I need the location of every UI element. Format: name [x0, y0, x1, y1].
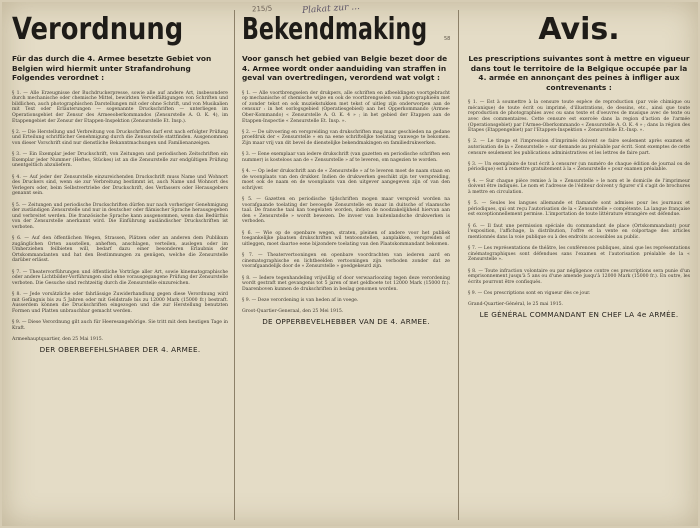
paragraph: § 8. — Toute infraction volontaire ou par négligence contre ces prescriptions sera punie d'un emprisonnement jusqu'à 5 ans ou d'une amende jusqu'à 12000 Mark (15000 fr.). En outre, les écrits pourront être confisqués. [468, 268, 690, 285]
german-paragraphs [12, 91, 228, 332]
paragraph: § 2. — Die Herstellung und Verbreitung von Druckschriften darf erst nach erfolgter Prüfung und Erteilung schriftlicher Genehmigung durch die Zensurstelle stattfinden. Ausgenommen von dieser Vorschrift sind nur dienstliche Bekanntmachungen und Familienanzeigen. [12, 129, 228, 146]
flemish-intro: Voor gansch het gebied van Belgie bezet door de 4. Armee wordt onder aanduiding van straffen in geval van overtredingen, verordend wat volgt : [242, 54, 448, 83]
french-title: Avis. [538, 12, 620, 47]
paragraph: § 2. — Le tirage et l'impression d'imprimés doivent se faire seulement après examen et autorisation de la « Zensurstelle » sur demande au préalable par écrit. Sont exemptes de cette censure seulement les publications administratives et les lettres de faire part. [468, 139, 690, 156]
french-intro: Les prescriptions suivantes sont à mettre en vigueur dans tout le territoire de la Belgique occupée par la 4. armée en annonçant des peines à infliger aux contrevenants : [468, 54, 690, 92]
paragraph: § 6. — Wie op de openbare wegen, straten, pleinen of andere voor het publiek toegankelijke plaatsen drukschriften wil tentoonstellen, aanplakken, verspreiden of uitleggen, moet daartoe eene bijzondere toelating van den Plaatskommandant bekomen. [242, 230, 450, 247]
flemish-paragraphs [242, 91, 450, 304]
archive-stamp-number: 215/5 [251, 4, 273, 14]
german-title: Verordnung [12, 12, 184, 47]
paragraph: § 2. — De uitvoering en verspreiding van drukschriften mag maar geschieden na gedane proefdruk der « Zensurstelle » en na eene schriftelijke toelating vanwege te bekomen. Zijn maar vrij van dit bevel de dienstelijke bekendmakingen en familiedrukwerken. [242, 129, 450, 146]
paragraph: § 6. — Auf den öffentlichen Wegen, Strassen, Plätzen oder an anderen dem Publikum zugänglichen Orten ausstellen, anheften, anschlagen, verteilen, auslegen oder im Umherziehen feilbieten will, bedarf dazu einer besonderen Erlaubnis der Ortskommandanten und hat den Bestimmungen zu genügen, welche die Zensurstelle darüber erlässt. [12, 236, 228, 264]
paragraph: § 1. — Alle Erzeugnisse der Buchdruckerpresse, sowie alle auf andere Art, insbesondere durch mechanische oder chemische Mittel, bewirkten Vervielfältigungen von Schriften und bildlichen, auch photographischen Darstellungen mit oder ohne Schrift, und von Musikalien mit Text oder Erläuterungen — sogenannte Druckschriften — unterliegen im Operationsgebiet der Zensur des Armeeoberkommandos (Zensurstelle A. O. K. 4), im Etappengebiet der Zensur der Etappen-Inspektion (Zensurstelle Et. Insp.). [12, 90, 228, 124]
paragraph: § 4. — Op ieder drukschrift aan de « Zensurstelle » af te leveren moet de naam staan en de woonplaats van den drukker. Indien de drukwerken geschikt zijn ter verspreiding, moet ook de naam en de woonplaats van den uitgever aangegeven zijn of van den schrijver. [242, 169, 450, 191]
column-divider-1 [234, 10, 235, 520]
flemish-column [242, 2, 450, 526]
paragraph: § 7. — Theatervertooningen en openbare voordrachten van iederen aard en cinematographische en lichtbeelden vertooningen zijn verboden zonder dat ze voorafgaandelijk door de « Zensurstelle » goedgekeurd zijn. [242, 253, 450, 270]
paragraph: § 5. — Zeitungen und periodische Druckschriften dürfen nur nach vorheriger Genehmigung der zuständigen Zensurstelle und nur in deutscher oder flämischer Sprache herausgegeben und verbreitet werden. Die französische Sprache kann ausgenommen, wenn das Bedürfnis von der Zensurstelle anerkannt wird. Die Einführung ausländischer Druckschriften ist verboten. [12, 202, 228, 230]
page-number: 58 [444, 36, 451, 42]
french-place-date: Grand-Quartier-Général, le 25 mai 1915. [468, 302, 564, 308]
german-intro: Für das durch die 4. Armee besetzte Gebiet von Belgien wird hiermit unter Strafandrohung Folgendes verordnet : [12, 54, 212, 83]
paragraph: § 7. — Les représentations de théâtre, les conférences publiques, ainsi que les représentations cinématographiques sont défendues sans l'examen et l'autorisation préalable de la « Zensurstelle ». [468, 246, 690, 263]
paragraph: § 5. — Gazetten en periodische tijdschriften mogen maar verspreid worden na voorafgaande toelating der bevoegde Zensurstelle en maar in duitsche of vlaamsche taal. De fransche taal kan toegelaten worden, indien de noodzakelijkheid hiervan aan den « Zensurstelle » wordt bewezen. De invoer van buitenlandsche drukwerken is verboden. [242, 197, 450, 225]
flemish-signature: DE OPPERBEVELHEBBER VAN DE 4. ARMEE. [262, 316, 430, 326]
paragraph: § 4. — Auf jeder der Zensurstelle einzureichenden Druckschrift muss Name und Wohnort des Druckers sind, wenn sie zur Verbreitung bestimmt ist, auch Name und Wohnort des Verlegers oder, beim Selbstvertriebe der Druckschrift, des Verfassers oder Herausgebers genannt sein. [12, 174, 228, 197]
paragraph: § 7. — Theatervorführungen und öffentliche Vorträge aller Art, sowie kinematographische oder andere Lichtbilder-Vorführungen sind ohne vorausgegangene Prüfung der Zensurstelle verboten. Die Gesuche sind rechtzeitig durch die Zensurstelle einzureichen. [12, 269, 228, 286]
flemish-place-date: Groot-Quartier-Generaal, den 25 Mei 1915. [242, 309, 344, 315]
paragraph: § 6. — Il faut une permission spéciale du commandant de place (Ortskommandant) pour l'exposition, l'affichage, la distribution, l'offre et la vente en colportage des articles mentionnés dans la voie publique ou à des endroits accessibles au public. [468, 223, 690, 240]
paragraph: § 9. — Ces prescriptions sont en vigueur dès ce jour. [468, 290, 591, 296]
paragraph: § 9. — Deze verordening is van heden af in voege. [242, 298, 359, 304]
german-signature: DER OBERBEFEHLSHABER DER 4. ARMEE. [39, 344, 201, 354]
paragraph: § 1. — Est à soumettre à la censure toute espèce de reproduction (par voie chimique ou mécanique) de toute écrit ou imprimé, d'illustrations, de dessins, etc., ainsi que toute reproduction de photographies avec ou sans texte et d'oeuvres de musique avec de texte ou avec des commentaires. Cette censure est exercée dans la region d'action de l'armée (Operationsgebiet) par l'Armee-Oberkommando « Zensurstelle A. O. K. 4 » ; dans la région des Etapes (Etappengebiet) par l'Etappen-Inspektion « Zensurstelle Et.-Insp. ». [468, 100, 690, 134]
paragraph: § 3. — Eene exemplaar van iedere drukschrift (van gazetten en periodische schriften een nummer) is kosteloos aan de « Zensurstelle » af te leveren, om nagezien te worden. [242, 152, 450, 163]
french-paragraphs [468, 100, 690, 296]
paragraph: § 3. — Ein Exemplar jeder Druckschrift, von Zeitungen und periodischen Zeitschriften ein Exemplar jeder Nummer (Heftes, Stückes) ist an die Zensurstelle zur endgültigen Prüfung unentgeltlich abzuliefern. [12, 152, 228, 169]
paragraph: § 1. — Alle voortbrengselen der drukpers, alle schriften en afbeeldingen voortgebracht op mechanische of chemische wijze en ook de voortbrengselen van photographieën met of zonder tekst en ook muziekstukken met tekst of uitleg zijn onderworpen aan de censuur : in het oorlogsgebied (Operatiesgebied) aan het Opperkommando (Armee-Ober-Kommando) « Zensurstelle A. O. K. 4 » ; in het gebied der Etappen aan de Etappen-Inspectie « Zensurstelle Et. Insp. ». [242, 90, 450, 124]
german-place-date: Armeehauptquartier, den 25 Mai 1915. [12, 337, 104, 343]
paragraph: § 3. — Un exemplaire de tout écrit à censurer (un numéro de chaque édition de journal ou de périodique) est à remettre gratuitement à la « Zensurstelle » pour examen préalable. [468, 161, 690, 173]
paragraph: § 8. — Iedere tegenhandeling vrijwillig of door verwaarloozing tegen deze verordening wordt gestraft met gevangenis tot 5 jaren of met geldboete tot 12000 Mark (15000 fr.). Daarenboven kunnen de drukschriften in beslag genomen worden. [242, 275, 450, 292]
paragraph: § 8. — Jede vorsätzliche oder fahrlässige Zuwiderhandlung gegen diese Verordnung wird mit Gefängnis bis zu 5 Jahren oder mit Geldstrafe bis zu 12000 Mark (15000 fr.) bestraft. Ausserdem können die Druckschriften eingezogen und die zur Herstellung benutzten Formen und Platten unbrauchbar gemacht werden. [12, 292, 228, 314]
column-divider-2 [458, 10, 459, 520]
handwritten-note: Plakat zur ... [301, 2, 361, 17]
french-column [468, 2, 690, 526]
paragraph: § 5. — Seules les langues allemande et flamande sont admises pour les journaux et périodiques, qui ont reçu l'autorisation de la « Zensurstelle » compétente. La langue française est exceptionnellement permise. L'importation de toute littérature étrangère est défendue. [468, 201, 690, 218]
flemish-title: Bekendmaking [242, 12, 428, 47]
paragraph: § 4. — Sur chaque pièce remise à la « Zensurstelle » le nom et le domicile de l'imprimeur doivent être indiqués. Le nom et l'adresse de l'éditeur doivent y figurer s'il s'agit de brochures à mettre en circulation. [468, 178, 690, 195]
german-column [12, 2, 228, 526]
poster-sheet [2, 2, 698, 526]
french-signature: LE GÉNÉRAL COMMANDANT EN CHEF LA 4e ARMÉE. [479, 309, 679, 319]
paragraph: § 9. — Diese Verordnung gilt auch für Heeresangehörige. Sie tritt mit dem heutigen Tage in Kraft. [12, 320, 228, 331]
